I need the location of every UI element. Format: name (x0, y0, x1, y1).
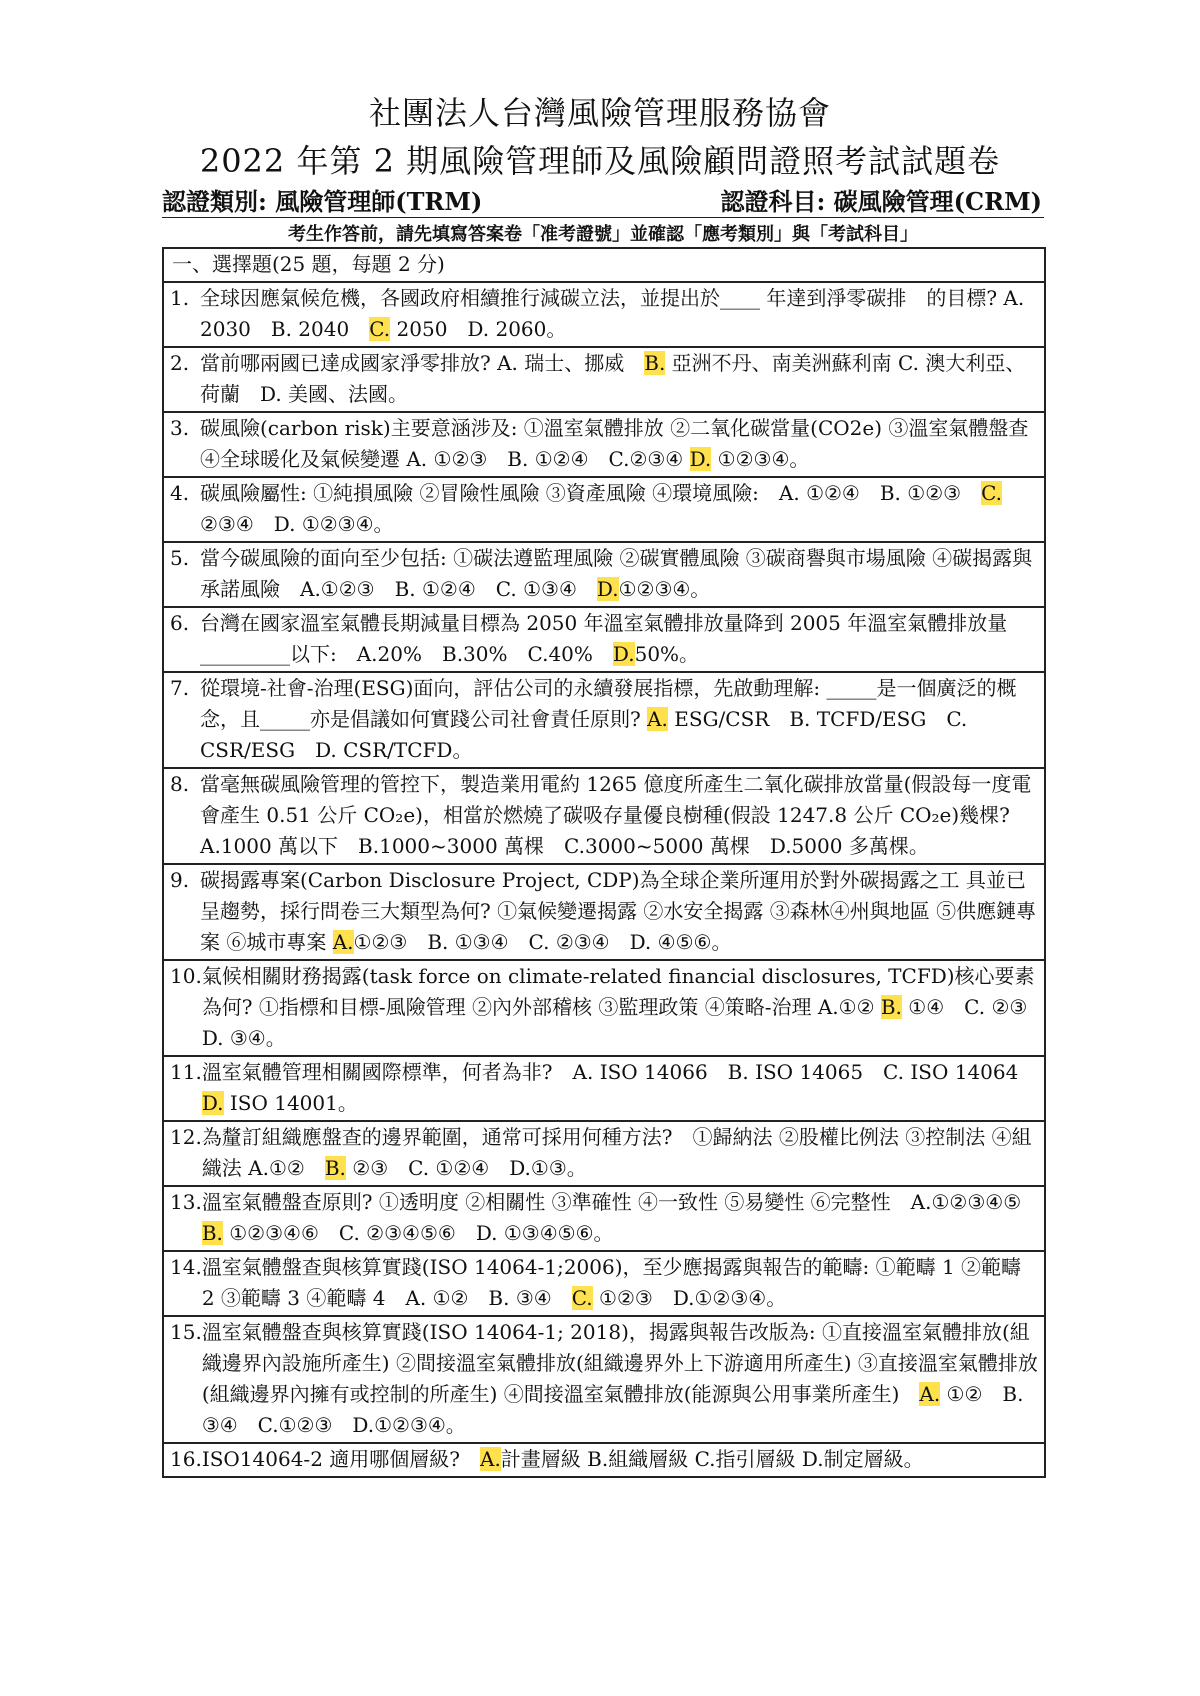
question-number: 16. (170, 1447, 202, 1471)
answer-highlight: B. (201, 1221, 223, 1245)
question-number: 12. (170, 1125, 202, 1149)
question-row (164, 961, 1048, 1057)
question-options: ②③④ D. ①②③④。 (200, 512, 394, 536)
question-stem: 溫室氣體管理相關國際標準，何者為非? A. ISO 14066 B. ISO 14065 C. ISO 14064 (201, 1060, 1039, 1084)
answer-highlight: A. (647, 707, 668, 731)
answer-highlight: C. (369, 317, 391, 341)
question-text (202, 1252, 1038, 1314)
question-stem: 從環境-社會-治理(ESG)面向，評估公司的永續發展指標，先啟動理解: _____是一個廣泛的概念，且_____亦是倡議如何實踐公司社會責任原則? (200, 676, 1017, 731)
question-row (164, 865, 1044, 961)
section-heading-text: 一、選擇題(25 題，每題 2 分) (172, 252, 445, 276)
question-options: 2050 D. 2060。 (390, 317, 567, 341)
answer-highlight: D. (612, 642, 635, 666)
exam-meta (162, 182, 1042, 217)
question-text (202, 1122, 1038, 1184)
question-options: ①②③④⑥ C. ②③④⑤⑥ D. ①③④⑤⑥。 (222, 1221, 614, 1245)
question-number: 14. (170, 1255, 202, 1279)
question-stem: 溫室氣體盤查與核算實踐(ISO 14064-1; 2018)，揭露與報告改版為: ①直接溫室氣體排放(組織邊界內設施所產生) ②間接溫室氣體排放(組織邊界外上下游適用所產生) ③直接溫室氣體排放(組織邊界內擁有或控制的所產生) ④間接溫室氣體排放(能源與公用事業所產生) (201, 1320, 1038, 1406)
question-options: 計畫層級 B.組織層級 C.指引層級 D.制定層級。 (500, 1447, 924, 1471)
answer-highlight: D. (689, 447, 712, 471)
question-row (164, 1444, 1044, 1478)
question-row (164, 543, 1044, 608)
certification-subject: 認證科目: 碳風險管理(CRM) (720, 187, 1042, 216)
answer-highlight: D. (596, 577, 619, 601)
question-text (200, 543, 1038, 605)
question-text (200, 348, 1038, 410)
question-text (200, 673, 1038, 766)
question-text (200, 478, 1038, 540)
question-row (164, 1122, 1044, 1187)
question-stem: 碳風險屬性: ①純損風險 ②冒險性風險 ③資產風險 ④環境風險: A. ①②④ B. ①②③ (200, 481, 982, 505)
question-options: 50%。 (634, 642, 700, 666)
question-number: 7. (170, 676, 190, 700)
answer-highlight: B. (324, 1156, 346, 1180)
certification-category: 認證類別: 風險管理師(TRM) (162, 187, 483, 216)
answer-highlight: D. (201, 1091, 224, 1115)
question-number: 6. (170, 611, 190, 635)
question-options: ESG/CSR B. TCFD/ESG C. CSR/ESG D. CSR/TCFD。 (200, 707, 968, 762)
answer-highlight: A. (919, 1382, 941, 1406)
question-options: ①②③④。 (618, 577, 711, 601)
answer-highlight: B. (880, 995, 902, 1019)
question-number: 1. (170, 286, 190, 310)
question-stem: 當前哪兩國已達成國家淨零排放? A. 瑞士、挪威 (200, 351, 645, 375)
question-options: ISO 14001。 (223, 1091, 358, 1115)
question-text (202, 1057, 1038, 1119)
question-row (164, 673, 1044, 769)
question-stem: 氣候相關財務揭露(task force on climate-related financial disclosures, TCFD)核心要素為何? ①指標和目標-風險管理 ②內外部稽核 ③監理政策 ④策略-治理 A.①② (201, 964, 1035, 1019)
question-row (164, 1317, 1044, 1444)
question-text (200, 865, 1038, 958)
question-stem: 全球因應氣候危機，各國政府相續推行減碳立法，並提出於____ 年達到淨零碳排 的目標? A. 2030 B. 2040 (200, 286, 1025, 341)
question-text (201, 1187, 1042, 1249)
question-row (164, 769, 1044, 865)
question-text (200, 283, 1038, 345)
question-row (164, 1057, 1044, 1122)
question-number: 5. (170, 546, 190, 570)
question-row (164, 608, 1044, 673)
question-stem: 溫室氣體盤查原則? ①透明度 ②相關性 ③準確性 ④一致性 ⑤易變性 ⑥完整性 A.①②③④⑤ (201, 1190, 1042, 1214)
question-options: ①②③ B. ①③④ C. ②③④ D. ④⑤⑥。 (353, 930, 732, 954)
question-stem: 台灣在國家溫室氣體長期減量目標為 2050 年溫室氣體排放量降到 2005 年溫室氣體排放量_________以下: A.20% B.30% C.40% (200, 611, 1008, 666)
question-number: 9. (170, 868, 190, 892)
section-heading (164, 249, 1044, 283)
question-list (164, 283, 1048, 1478)
question-number: 15. (170, 1320, 202, 1344)
question-row (164, 478, 1044, 543)
question-number: 2. (170, 351, 190, 375)
question-text (200, 769, 1038, 862)
question-options: ①② B. ③④ C.①②③ D.①②③④。 (201, 1382, 1024, 1437)
question-text (202, 1444, 1038, 1475)
question-text (202, 1317, 1038, 1441)
question-stem: 當今碳風險的面向至少包括: ①碳法遵監理風險 ②碳實體風險 ③碳商譽與市場風險 ④碳揭露與承諾風險 A.①②③ B. ①②④ C. ①③④ (200, 546, 1033, 601)
question-number: 10. (170, 964, 202, 988)
question-options: 當毫無碳風險管理的管控下，製造業用電約 1265 億度所產生二氧化碳排放當量(假設每一度電會產生 0.51 公斤 CO₂e)，相當於燃燒了碳吸存量優良樹種(假設 1247.8 公斤 CO₂e)幾棵? A.1000 萬以下 B.1000~3000 萬棵 C.3000~5000 萬棵 D.5000 多萬棵。 (200, 772, 1032, 858)
answer-highlight: A. (480, 1447, 501, 1471)
question-text (200, 413, 1038, 475)
header-divider (162, 217, 1044, 218)
question-stem: 碳風險(carbon risk)主要意涵涉及: ①溫室氣體排放 ②二氧化碳當量(CO2e) ③溫室氣體盤查 ④全球暖化及氣候變遷 A. ①②③ B. ①②④ C.②③④ (200, 416, 1029, 471)
question-table (162, 247, 1046, 1478)
question-row (164, 413, 1044, 478)
answer-highlight: A. (332, 930, 354, 954)
question-stem: 為釐訂組織應盤查的邊界範圍，通常可採用何種方法? ①歸納法 ②股權比例法 ③控制法 ④組織法 A.①② (201, 1125, 1032, 1180)
question-options: ②③ C. ①②④ D.①③。 (345, 1156, 587, 1180)
exam-title: 2022 年第 2 期風險管理師及風險顧問證照考試試題卷 (199, 142, 1001, 180)
question-row (164, 283, 1044, 348)
question-options: 亞洲不丹、南美洲蘇利南 C. 澳大利亞、荷蘭 D. 美國、法國。 (200, 351, 1026, 406)
question-options: ①④ C. ②③ D. ③④。 (201, 995, 1048, 1050)
question-row (164, 348, 1044, 413)
answer-highlight: C. (981, 481, 1003, 505)
question-stem: ISO14064-2 適用哪個層級? (201, 1447, 480, 1471)
question-number: 8. (170, 772, 190, 796)
organization-title: 社團法人台灣風險管理服務協會 (368, 94, 831, 132)
question-stem: 溫室氣體盤查與核算實踐(ISO 14064-1;2006)，至少應揭露與報告的範疇: ①範疇 1 ②範疇 2 ③範疇 3 ④範疇 4 A. ①② B. ③④ (201, 1255, 1022, 1310)
question-text (201, 961, 1048, 1054)
candidate-notice: 考生作答前，請先填寫答案卷「准考證號」並確認「應考類別」與「考試科目」 (288, 224, 918, 245)
question-text (200, 608, 1038, 670)
answer-highlight: C. (571, 1286, 593, 1310)
question-number: 4. (170, 481, 190, 505)
question-row (164, 1187, 1044, 1252)
question-stem: 碳揭露專案(Carbon Disclosure Project, CDP)為全球企業所運用於對外碳揭露之工 具並已呈趨勢，採行問卷三大類型為何? ①氣候變遷揭露 ②水安全揭露 ③森林④州與地區 ⑤供應鏈專案 ⑥城市專案 (200, 868, 1037, 954)
question-number: 3. (170, 416, 190, 440)
question-options: ①②③④。 (711, 447, 810, 471)
answer-highlight: B. (644, 351, 666, 375)
question-options: ①②③ D.①②③④。 (592, 1286, 787, 1310)
question-row (164, 1252, 1044, 1317)
question-number: 13. (170, 1190, 202, 1214)
question-number: 11. (170, 1060, 202, 1084)
